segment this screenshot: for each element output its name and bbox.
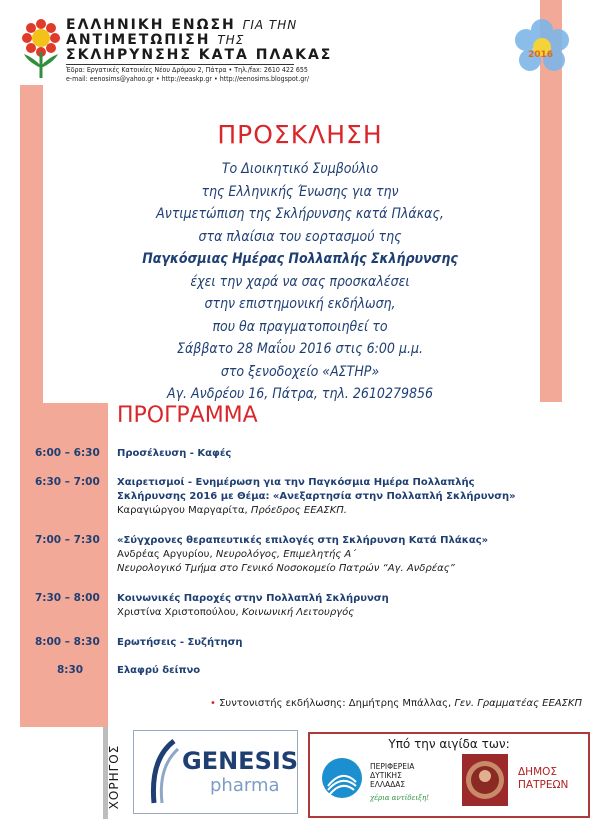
program-title: ΠΡΟΓΡΑΜΜΑ [117,403,258,428]
flower-logo-icon [20,18,62,80]
invitation-line: έχει την χαρά να σας προσκαλέσει [190,273,410,290]
program-item-title: Σκλήρυνσης 2016 με Θέμα: «Ανεξαρτησία στην Πολλαπλή Σκλήρυνση» [117,491,516,502]
org-contact: e-mail: eenosims@yahoo.gr • http://eeaskp.gr • http://eenosims.blogspot.gr/ [66,75,309,83]
program-time: 8:00 – 8:30 [35,636,100,648]
program-item [117,592,389,620]
program-item-title: Χαιρετισμοί - Ενημέρωση για την Παγκόσμια Ημέρα Πολλαπλής [117,477,475,488]
org-name-line3: ΣΚΛΗΡΥΝΣΗΣ ΚΑΤΑ ΠΛΑΚΑΣ [66,47,333,63]
municipality-name-line: ΔΗΜΟΣ [518,766,558,778]
region-name-line: ΠΕΡΙΦΕΡΕΙΑ [370,762,415,771]
genesis-name: GENESIS [182,747,299,775]
invitation-text [60,158,540,406]
program-item-title: Προσέλευση - Καφές [117,448,232,459]
bullet-icon: • [210,698,216,709]
program-item-title: Ελαφρύ δείπνο [117,665,201,676]
invitation-line: στα πλαίσια του εορτασμού της [198,228,402,245]
invitation-line: Αγ. Ανδρέου 16, Πάτρα, τηλ. 2610279856 [166,386,434,402]
org-address: Έδρα: Εργατικές Κατοικίες Νέου Δρόμου 2, Πάτρα • Τηλ./fax: 2610 422 655 [66,66,308,74]
region-name [370,762,414,789]
program-item-speaker: Ανδρέας Αργυρίου, Νευρολόγος, Επιμελητής Α΄ [117,549,357,560]
coordinator-role: Γεν. Γραμματέας ΕΕΑΣΚΠ [454,698,582,709]
municipality-name [518,766,568,792]
invitation-line: Το Διοικητικό Συμβούλιο [221,161,379,177]
region-slogan: χέρια αντίδειξη! [370,794,429,802]
invitation-line: που θα πραγματοποιηθεί το [212,318,388,335]
program-time: 7:30 – 8:00 [35,592,100,604]
program-time: 8:30 [57,664,84,676]
sponsor-label-text: ΧΟΡΗΓΟΣ [107,744,121,810]
invitation-line: της Ελληνικής Ένωσης για την [201,183,399,200]
invitation-line: στην επιστημονική εκδήλωση, [204,296,396,312]
program-item-speaker: Καραγιώργου Μαργαρίτα, Πρόεδρος ΕΕΑΣΚΠ. [117,505,347,516]
invitation-line-bold: Παγκόσμιας Ημέρας Πολλαπλής Σκλήρυνσης [142,251,458,267]
municipality-name-line: ΠΑΤΡΕΩΝ [518,779,569,791]
program-item-affiliation: Νευρολογικό Τμήμα στο Γενικό Νοσοκομείο Πατρών “Αγ. Ανδρέας” [117,563,455,574]
invitation-title: ΠΡΟΣΚΛΗΣΗ [217,120,383,149]
region-name-line: ΕΛΛΑΔΑΣ [370,780,406,789]
org-name-line1: ΕΛΛΗΝΙΚΗ ΕΝΩΣΗ ΓΙΑ ΤΗΝ [66,17,298,33]
coordinator-label: Συντονιστής εκδήλωσης: Δημήτρης Μπάλλας, [219,698,452,709]
program-item [117,447,231,461]
region-name-line: ΔΥΤΙΚΗΣ [370,771,402,780]
program-item [117,664,200,678]
genesis-swoosh-icon [144,739,180,805]
program-item-title: «Σύγχρονες θεραπευτικές επιλογές στη Σκλήρυνση Κατά Πλάκας» [117,535,489,546]
program-time: 7:00 – 7:30 [35,534,100,546]
org-name-line2: ΑΝΤΙΜΕΤΩΠΙΣΗ ΤΗΣ [66,32,245,48]
program-item [117,636,243,650]
genesis-pharma-logo [133,730,298,814]
program-item-speaker: Χριστίνα Χριστοπούλου, Κοινωνική Λειτουργός [117,607,355,618]
region-logo-icon [320,756,364,800]
coordinator-line [210,698,582,709]
header-rule [66,64,294,65]
program-item [117,476,516,518]
auspices-box [308,732,590,818]
sponsor-label [104,740,124,816]
auspices-title: Υπό την αιγίδα των: [388,737,510,751]
invitation-line: Σάββατο 28 Μαΐου 2016 στις 6:00 μ.μ. [177,341,423,357]
program-item [117,534,488,576]
program-time: 6:00 – 6:30 [35,447,100,459]
program-item-title: Ερωτήσεις - Συζήτηση [117,637,243,648]
program-item-title: Κοινωνικές Παροχές στην Πολλαπλή Σκλήρυνση [117,593,389,604]
municipality-logo-icon [460,752,510,808]
program-time: 6:30 – 7:00 [35,476,100,488]
ms-day-badge-year: 2016 [528,50,554,60]
genesis-sub: pharma [210,775,280,796]
ms-day-flower-icon [512,18,572,76]
invitation-line: στο ξενοδοχείο «ΑΣΤΗΡ» [220,363,380,380]
invitation-line: Αντιμετώπιση της Σκλήρυνσης κατά Πλάκας, [156,206,444,222]
